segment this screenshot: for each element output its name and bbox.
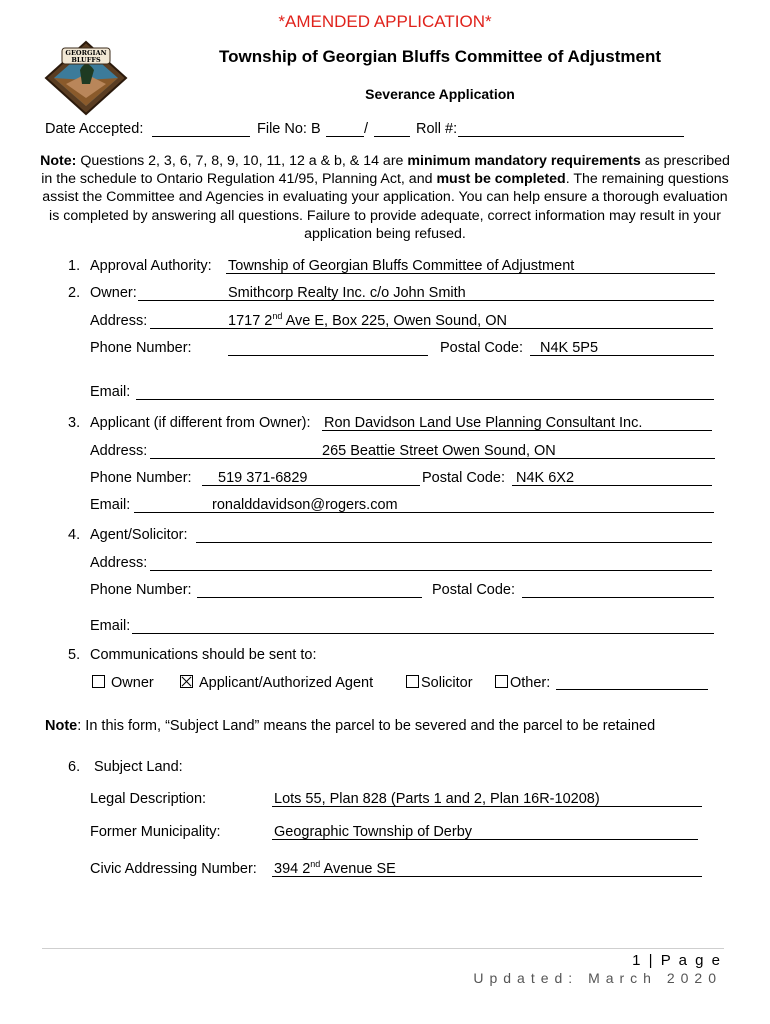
subject-land-note <box>45 718 655 734</box>
q4-address-label: Address: <box>90 555 148 571</box>
q1-value: Township of Georgian Bluffs Committee of Adjustment <box>228 258 575 274</box>
legal-description-label: Legal Description: <box>90 791 207 807</box>
q3-email-label: Email: <box>90 497 131 513</box>
option-other[interactable] <box>495 674 550 691</box>
q4-address-field[interactable] <box>150 570 712 571</box>
file-no-label: File No: B <box>257 121 321 137</box>
q2-postal-label: Postal Code: <box>440 340 524 356</box>
civic-address-label: Civic Addressing Number: <box>90 861 257 877</box>
other-label: Other: <box>510 675 551 691</box>
q3-number: 3. <box>68 415 81 431</box>
former-municipality-label: Former Municipality: <box>90 824 221 840</box>
q2-address-label: Address: <box>90 313 148 329</box>
footer-divider <box>42 948 724 949</box>
applicant-label: Applicant/Authorized Agent <box>199 675 374 691</box>
owner-checkbox[interactable] <box>92 675 105 688</box>
roll-field[interactable] <box>458 136 684 137</box>
form-title: Township of Georgian Bluffs Committee of Adjustment <box>219 47 661 66</box>
q4-email-label: Email: <box>90 618 131 634</box>
logo-text: GEORGIAN BLUFFS <box>65 49 107 64</box>
q5-number: 5. <box>68 647 81 663</box>
q3-label: Applicant (if different from Owner): <box>90 415 311 431</box>
option-applicant[interactable] <box>180 674 373 691</box>
form-subtitle: Severance Application <box>365 86 515 102</box>
q2-address-value: 1717 2nd Ave E, Box 225, Owen Sound, ON <box>228 311 507 329</box>
file-no-field-2[interactable] <box>374 136 410 137</box>
date-accepted-field[interactable] <box>152 136 250 137</box>
note-text-1: Questions 2, 3, 6, 7, 8, 9, 10, 11, 12 a & b, & 14 are <box>76 153 408 169</box>
solicitor-label: Solicitor <box>421 675 473 691</box>
q4-phone-label: Phone Number: <box>90 582 192 598</box>
former-municipality-value: Geographic Township of Derby <box>274 824 473 840</box>
amended-heading: *AMENDED APPLICATION* <box>278 12 492 31</box>
q3-address-value: 265 Beattie Street Owen Sound, ON <box>322 443 556 459</box>
q4-agent-field[interactable] <box>196 542 712 543</box>
requirements-note <box>40 152 730 243</box>
option-owner[interactable] <box>92 674 154 691</box>
q3-applicant-value: Ron Davidson Land Use Planning Consultant Inc. <box>324 415 643 431</box>
note-lead: Note: <box>40 153 77 169</box>
note-text-3: . The remaining questions assist the Committee and Agencies in evaluating your application. You can help ensure a thorough evaluation is completed by answering all questions. Failure to provide adequate, correct information may result in your application being refused. <box>42 171 729 242</box>
q4-number: 4. <box>68 527 81 543</box>
q4-postal-field[interactable] <box>522 597 714 598</box>
q2-email-label: Email: <box>90 384 131 400</box>
page-number: 1 | P a g e <box>632 952 722 969</box>
q2-phone-field[interactable] <box>228 355 428 356</box>
note2-lead: Note <box>45 718 78 734</box>
township-logo <box>44 40 128 116</box>
q3-email-value: ronalddavidson@rogers.com <box>212 497 398 513</box>
owner-label: Owner <box>111 675 154 691</box>
note-bold-1: minimum mandatory requirements <box>407 153 641 169</box>
updated-date: Updated: March 2020 <box>473 970 722 986</box>
q2-postal-value: N4K 5P5 <box>540 340 599 356</box>
roll-label: Roll #: <box>416 121 458 137</box>
q6-label: Subject Land: <box>94 759 183 775</box>
file-no-slash: / <box>364 121 369 137</box>
note2-text: : In this form, “Subject Land” means the parcel to be severed and the parcel to be retained <box>77 718 656 734</box>
q2-phone-label: Phone Number: <box>90 340 192 356</box>
q3-phone-label: Phone Number: <box>90 470 192 486</box>
q2-label: Owner: <box>90 285 137 301</box>
q4-phone-field[interactable] <box>197 597 422 598</box>
date-accepted-label: Date Accepted: <box>45 121 144 137</box>
civic-address-value: 394 2nd Avenue SE <box>274 859 396 877</box>
q5-label: Communications should be sent to: <box>90 647 317 663</box>
q3-phone-value: 519 371-6829 <box>218 470 308 486</box>
q1-label: Approval Authority: <box>90 258 212 274</box>
q2-owner-value: Smithcorp Realty Inc. c/o John Smith <box>228 285 466 301</box>
q6-number: 6. <box>68 759 81 775</box>
legal-description-value: Lots 55, Plan 828 (Parts 1 and 2, Plan 16R-10208) <box>274 791 600 807</box>
q2-email-field[interactable] <box>136 399 714 400</box>
option-solicitor[interactable] <box>406 674 473 691</box>
q2-number: 2. <box>68 285 81 301</box>
applicant-checkbox[interactable] <box>180 675 193 688</box>
file-no-field-1[interactable] <box>326 136 364 137</box>
q4-label: Agent/Solicitor: <box>90 527 188 543</box>
q3-postal-value: N4K 6X2 <box>516 470 575 486</box>
q3-postal-label: Postal Code: <box>422 470 506 486</box>
q4-email-field[interactable] <box>132 633 714 634</box>
other-field[interactable] <box>556 689 708 690</box>
q1-number: 1. <box>68 258 81 274</box>
q3-address-label: Address: <box>90 443 148 459</box>
note-text-2: as prescribed in the schedule to Ontario Regulation 41/95, Planning Act, and <box>41 153 730 188</box>
note-bold-2: must be completed <box>436 171 566 188</box>
other-checkbox[interactable] <box>495 675 508 688</box>
q4-postal-label: Postal Code: <box>432 582 516 598</box>
solicitor-checkbox[interactable] <box>406 675 419 688</box>
